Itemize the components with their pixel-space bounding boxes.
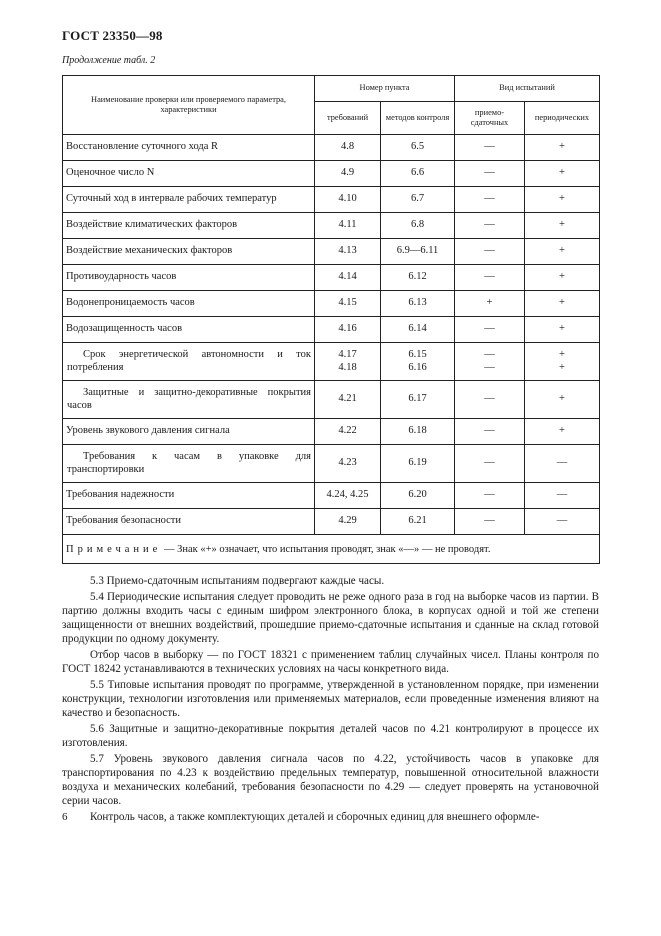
row-acceptance: — xyxy=(455,239,525,265)
row-name: Суточный ход в интервале рабочих температур xyxy=(63,187,315,213)
row-method: 6.6 xyxy=(381,161,455,187)
row-acceptance: — xyxy=(455,213,525,239)
header-acceptance: приемо-сдаточных xyxy=(455,102,525,135)
table-row xyxy=(63,445,600,483)
row-periodic: + xyxy=(525,187,600,213)
table-row xyxy=(63,381,600,419)
row-periodic: + xyxy=(525,265,600,291)
row-periodic: — xyxy=(525,483,600,509)
row-name: Восстановление суточного хода R xyxy=(63,135,315,161)
row-periodic: + xyxy=(525,291,600,317)
row-periodic: + xyxy=(525,419,600,445)
body-paragraph: Отбор часов в выборку — по ГОСТ 18321 с применением таблиц случайных чисел. Планы контроля по ГОСТ 18242 устанавливаются в технических условиях на часы конкретного вида. xyxy=(62,649,599,675)
row-acceptance: — xyxy=(455,317,525,343)
row-requirement: 4.13 xyxy=(315,239,381,265)
table-row xyxy=(63,135,600,161)
body-paragraph: 5.4 Периодические испытания следует проводить не реже одного раза в год на выборке часов из партии. В партию должны входить часы с единым шифром электронного блока, в корпусах одной и той же степени защищенности от внешних воздействий, прошедшие приемо-сдаточные испытания и сданные на склад готовой продукции по одному документу. xyxy=(62,591,599,645)
table-row xyxy=(63,343,600,381)
row-name: Оценочное число N xyxy=(63,161,315,187)
body-paragraph: 5.7 Уровень звукового давления сигнала часов по 4.22, устойчивость часов в упаковке для транспортирования по 4.23 к воздействию предельных температур, повышенной относительной влажности воздуха и механических колебаний, требования безопасности по 4.29 — следует проверять на установочной серии часов. xyxy=(62,753,599,807)
row-acceptance: — xyxy=(455,445,525,483)
row-periodic: + xyxy=(525,135,600,161)
row-method: 6.8 xyxy=(381,213,455,239)
row-periodic: + xyxy=(525,381,600,419)
row-requirement: 4.17 4.18 xyxy=(315,343,381,381)
table-note-row xyxy=(63,535,600,564)
header-periodic: периодических xyxy=(525,102,600,135)
table-row xyxy=(63,291,600,317)
row-requirement: 4.22 xyxy=(315,419,381,445)
row-periodic: — xyxy=(525,445,600,483)
row-method: 6.17 xyxy=(381,381,455,419)
table-row xyxy=(63,265,600,291)
table-row xyxy=(63,239,600,265)
row-name: Противоударность часов xyxy=(63,265,315,291)
header-group-tests: Вид испытаний xyxy=(455,76,600,102)
table-row xyxy=(63,419,600,445)
row-acceptance: — xyxy=(455,135,525,161)
row-requirement: 4.21 xyxy=(315,381,381,419)
page-number: 6 xyxy=(62,811,68,823)
row-name: Срок энергетической автономности и ток потребления xyxy=(63,343,315,381)
document-id: ГОСТ 23350—98 xyxy=(62,28,163,43)
row-name: Водозащищенность часов xyxy=(63,317,315,343)
body-paragraph: Контроль часов, а также комплектующих деталей и сборочных единиц для внешнего оформле- xyxy=(90,811,540,823)
row-requirement: 4.16 xyxy=(315,317,381,343)
row-acceptance: — xyxy=(455,509,525,535)
row-method: 6.19 xyxy=(381,445,455,483)
row-method: 6.14 xyxy=(381,317,455,343)
row-requirement: 4.11 xyxy=(315,213,381,239)
row-method: 6.18 xyxy=(381,419,455,445)
table-row xyxy=(63,509,600,535)
row-requirement: 4.29 xyxy=(315,509,381,535)
row-requirement: 4.9 xyxy=(315,161,381,187)
table-body xyxy=(63,135,600,535)
row-name: Требования надежности xyxy=(63,483,315,509)
tests-table xyxy=(62,75,600,564)
table-row xyxy=(63,317,600,343)
note-text: — Знак «+» означает, что испытания проводят, знак «—» — не проводят. xyxy=(161,543,491,555)
row-periodic: + + xyxy=(525,343,600,381)
table-row xyxy=(63,161,600,187)
row-periodic: + xyxy=(525,317,600,343)
row-name: Требования к часам в упаковке для транспортировки xyxy=(63,445,315,483)
row-periodic: + xyxy=(525,239,600,265)
row-name: Водонепроницаемость часов xyxy=(63,291,315,317)
table-row xyxy=(63,187,600,213)
row-method: 6.15 6.16 xyxy=(381,343,455,381)
row-requirement: 4.15 xyxy=(315,291,381,317)
header-name: Наименование проверки или проверяемого параметра, характеристики xyxy=(63,76,315,135)
row-name: Воздействие механических факторов xyxy=(63,239,315,265)
table-note xyxy=(63,535,600,564)
row-name: Воздействие климатических факторов xyxy=(63,213,315,239)
row-method: 6.5 xyxy=(381,135,455,161)
row-requirement: 4.10 xyxy=(315,187,381,213)
body-text xyxy=(62,574,599,826)
row-method: 6.13 xyxy=(381,291,455,317)
row-method: 6.9—6.11 xyxy=(381,239,455,265)
row-periodic: + xyxy=(525,161,600,187)
row-acceptance: — xyxy=(455,161,525,187)
row-acceptance: — xyxy=(455,483,525,509)
note-label: Примечание xyxy=(66,543,162,555)
row-name: Защитные и защитно-декоративные покрытия часов xyxy=(63,381,315,419)
header-requirements: требований xyxy=(315,102,381,135)
row-method: 6.21 xyxy=(381,509,455,535)
row-requirement: 4.24, 4.25 xyxy=(315,483,381,509)
row-method: 6.12 xyxy=(381,265,455,291)
body-paragraph: 5.5 Типовые испытания проводят по программе, утвержденной в установленном порядке, при изменении конструкции, технологии изготовления или применяемых материалов, если проведенные изменения влияют на качество и безопасность. xyxy=(62,679,599,719)
row-acceptance: — xyxy=(455,187,525,213)
table-row xyxy=(63,213,600,239)
body-paragraph: 5.3 Приемо-сдаточным испытаниям подвергают каждые часы. xyxy=(90,575,385,587)
row-method: 6.7 xyxy=(381,187,455,213)
row-name: Уровень звукового давления сигнала xyxy=(63,419,315,445)
row-acceptance: — xyxy=(455,265,525,291)
row-periodic: + xyxy=(525,213,600,239)
row-requirement: 4.8 xyxy=(315,135,381,161)
row-acceptance: — xyxy=(455,381,525,419)
row-periodic: — xyxy=(525,509,600,535)
table-row xyxy=(63,483,600,509)
body-paragraph: 5.6 Защитные и защитно-декоративные покрытия деталей часов по 4.21 контролируют в процессе их изготовления. xyxy=(62,723,599,749)
row-acceptance: — xyxy=(455,419,525,445)
table-continuation-label: Продолжение табл. 2 xyxy=(62,55,156,66)
row-name: Требования безопасности xyxy=(63,509,315,535)
row-acceptance: + xyxy=(455,291,525,317)
header-methods: методов контроля xyxy=(381,102,455,135)
row-requirement: 4.14 xyxy=(315,265,381,291)
row-method: 6.20 xyxy=(381,483,455,509)
header-group-number: Номер пункта xyxy=(315,76,455,102)
row-acceptance: — — xyxy=(455,343,525,381)
row-requirement: 4.23 xyxy=(315,445,381,483)
